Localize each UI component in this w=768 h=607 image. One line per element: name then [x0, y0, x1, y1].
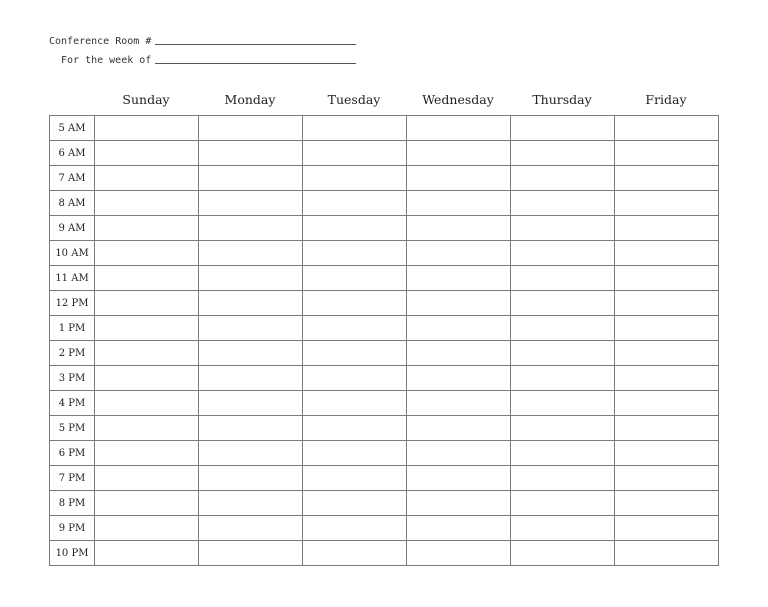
time-row	[50, 266, 719, 291]
schedule-cell-thursday[interactable]	[511, 166, 615, 191]
schedule-cell-friday[interactable]	[615, 191, 719, 216]
time-row	[50, 116, 719, 141]
schedule-cell-sunday[interactable]	[95, 166, 199, 191]
schedule-cell-sunday[interactable]	[95, 491, 199, 516]
day-header-monday: Monday	[224, 92, 276, 107]
schedule-cell-tuesday[interactable]	[303, 316, 407, 341]
schedule-cell-thursday[interactable]	[511, 466, 615, 491]
schedule-cell-sunday[interactable]	[95, 416, 199, 441]
schedule-cell-monday[interactable]	[199, 166, 303, 191]
schedule-cell-sunday[interactable]	[95, 466, 199, 491]
schedule-cell-monday[interactable]	[199, 316, 303, 341]
schedule-cell-thursday[interactable]	[511, 216, 615, 241]
schedule-cell-friday[interactable]	[615, 516, 719, 541]
schedule-cell-wednesday[interactable]	[407, 241, 511, 266]
schedule-cell-wednesday[interactable]	[407, 116, 511, 141]
schedule-cell-thursday[interactable]	[511, 116, 615, 141]
schedule-cell-monday[interactable]	[199, 491, 303, 516]
time-label: 10 AM	[50, 241, 95, 266]
schedule-cell-friday[interactable]	[615, 466, 719, 491]
schedule-cell-wednesday[interactable]	[407, 541, 511, 566]
time-row	[50, 216, 719, 241]
schedule-cell-monday[interactable]	[199, 466, 303, 491]
schedule-cell-monday[interactable]	[199, 191, 303, 216]
day-header-friday: Friday	[645, 92, 687, 107]
schedule-cell-friday[interactable]	[615, 366, 719, 391]
schedule-cell-sunday[interactable]	[95, 116, 199, 141]
schedule-cell-sunday[interactable]	[95, 366, 199, 391]
schedule-cell-wednesday[interactable]	[407, 341, 511, 366]
schedule-cell-monday[interactable]	[199, 266, 303, 291]
schedule-cell-friday[interactable]	[615, 391, 719, 416]
schedule-cell-wednesday[interactable]	[407, 366, 511, 391]
time-label: 9 PM	[50, 516, 95, 541]
schedule-cell-wednesday[interactable]	[407, 516, 511, 541]
schedule-cell-thursday[interactable]	[511, 241, 615, 266]
schedule-cell-tuesday[interactable]	[303, 391, 407, 416]
schedule-cell-thursday[interactable]	[511, 516, 615, 541]
week-of-blank-line[interactable]	[155, 63, 356, 64]
schedule-cell-tuesday[interactable]	[303, 116, 407, 141]
conference-room-field	[49, 36, 356, 47]
time-row	[50, 441, 719, 466]
schedule-cell-wednesday[interactable]	[407, 441, 511, 466]
schedule-cell-wednesday[interactable]	[407, 191, 511, 216]
day-header-wednesday: Wednesday	[422, 92, 494, 107]
schedule-cell-friday[interactable]	[615, 541, 719, 566]
schedule-cell-wednesday[interactable]	[407, 391, 511, 416]
schedule-cell-friday[interactable]	[615, 341, 719, 366]
schedule-cell-tuesday[interactable]	[303, 241, 407, 266]
schedule-cell-friday[interactable]	[615, 241, 719, 266]
time-label: 8 PM	[50, 491, 95, 516]
schedule-cell-wednesday[interactable]	[407, 491, 511, 516]
schedule-cell-sunday[interactable]	[95, 191, 199, 216]
time-label: 3 PM	[50, 366, 95, 391]
schedule-cell-friday[interactable]	[615, 441, 719, 466]
time-row	[50, 241, 719, 266]
schedule-cell-tuesday[interactable]	[303, 216, 407, 241]
schedule-cell-sunday[interactable]	[95, 516, 199, 541]
schedule-cell-tuesday[interactable]	[303, 266, 407, 291]
schedule-cell-thursday[interactable]	[511, 141, 615, 166]
time-label: 11 AM	[50, 266, 95, 291]
schedule-cell-monday[interactable]	[199, 366, 303, 391]
schedule-cell-wednesday[interactable]	[407, 266, 511, 291]
time-row	[50, 166, 719, 191]
schedule-cell-sunday[interactable]	[95, 266, 199, 291]
schedule-cell-friday[interactable]	[615, 166, 719, 191]
schedule-cell-monday[interactable]	[199, 216, 303, 241]
time-label: 1 PM	[50, 316, 95, 341]
schedule-cell-sunday[interactable]	[95, 291, 199, 316]
day-header-sunday: Sunday	[122, 92, 170, 107]
schedule-cell-thursday[interactable]	[511, 541, 615, 566]
schedule-cell-wednesday[interactable]	[407, 316, 511, 341]
schedule-cell-monday[interactable]	[199, 116, 303, 141]
conference-room-blank-line[interactable]	[155, 44, 356, 45]
schedule-cell-friday[interactable]	[615, 291, 719, 316]
time-label: 12 PM	[50, 291, 95, 316]
day-header-tuesday: Tuesday	[327, 92, 381, 107]
schedule-cell-tuesday[interactable]	[303, 441, 407, 466]
schedule-cell-monday[interactable]	[199, 291, 303, 316]
schedule-cell-thursday[interactable]	[511, 191, 615, 216]
time-row	[50, 141, 719, 166]
time-row	[50, 416, 719, 441]
schedule-cell-friday[interactable]	[615, 266, 719, 291]
schedule-cell-tuesday[interactable]	[303, 291, 407, 316]
time-label: 10 PM	[50, 541, 95, 566]
time-row	[50, 366, 719, 391]
schedule-cell-thursday[interactable]	[511, 291, 615, 316]
schedule-cell-thursday[interactable]	[511, 266, 615, 291]
schedule-cell-sunday[interactable]	[95, 341, 199, 366]
day-header-thursday: Thursday	[532, 92, 592, 107]
schedule-cell-thursday[interactable]	[511, 391, 615, 416]
week-of-label: For the week of	[61, 55, 152, 66]
time-row	[50, 466, 719, 491]
time-row	[50, 316, 719, 341]
schedule-cell-wednesday[interactable]	[407, 416, 511, 441]
schedule-cell-sunday[interactable]	[95, 441, 199, 466]
time-row	[50, 391, 719, 416]
schedule-cell-monday[interactable]	[199, 541, 303, 566]
time-label: 4 PM	[50, 391, 95, 416]
time-label: 7 PM	[50, 466, 95, 491]
schedule-grid	[49, 115, 719, 566]
schedule-cell-friday[interactable]	[615, 491, 719, 516]
schedule-cell-tuesday[interactable]	[303, 366, 407, 391]
schedule-cell-wednesday[interactable]	[407, 166, 511, 191]
schedule-cell-monday[interactable]	[199, 416, 303, 441]
schedule-cell-tuesday[interactable]	[303, 341, 407, 366]
schedule-cell-wednesday[interactable]	[407, 216, 511, 241]
schedule-cell-wednesday[interactable]	[407, 466, 511, 491]
schedule-cell-thursday[interactable]	[511, 491, 615, 516]
time-label: 9 AM	[50, 216, 95, 241]
schedule-cell-sunday[interactable]	[95, 391, 199, 416]
schedule-cell-monday[interactable]	[199, 391, 303, 416]
schedule-cell-sunday[interactable]	[95, 241, 199, 266]
schedule-cell-tuesday[interactable]	[303, 166, 407, 191]
schedule-cell-thursday[interactable]	[511, 366, 615, 391]
schedule-cell-tuesday[interactable]	[303, 466, 407, 491]
time-row	[50, 541, 719, 566]
time-label: 2 PM	[50, 341, 95, 366]
time-row	[50, 341, 719, 366]
schedule-cell-sunday[interactable]	[95, 541, 199, 566]
schedule-cell-tuesday[interactable]	[303, 416, 407, 441]
schedule-cell-tuesday[interactable]	[303, 491, 407, 516]
schedule-cell-tuesday[interactable]	[303, 141, 407, 166]
time-row	[50, 291, 719, 316]
schedule-cell-thursday[interactable]	[511, 416, 615, 441]
schedule-cell-sunday[interactable]	[95, 216, 199, 241]
schedule-cell-monday[interactable]	[199, 241, 303, 266]
time-row	[50, 516, 719, 541]
schedule-cell-monday[interactable]	[199, 516, 303, 541]
time-label: 6 PM	[50, 441, 95, 466]
schedule-cell-friday[interactable]	[615, 316, 719, 341]
schedule-cell-sunday[interactable]	[95, 316, 199, 341]
time-label: 7 AM	[50, 166, 95, 191]
schedule-cell-wednesday[interactable]	[407, 141, 511, 166]
schedule-cell-sunday[interactable]	[95, 141, 199, 166]
time-label: 8 AM	[50, 191, 95, 216]
time-row	[50, 491, 719, 516]
time-row	[50, 191, 719, 216]
schedule-cell-tuesday[interactable]	[303, 541, 407, 566]
schedule-cell-monday[interactable]	[199, 141, 303, 166]
schedule-cell-friday[interactable]	[615, 216, 719, 241]
time-label: 6 AM	[50, 141, 95, 166]
schedule-cell-monday[interactable]	[199, 341, 303, 366]
time-label: 5 PM	[50, 416, 95, 441]
conference-room-label: Conference Room #	[49, 36, 152, 47]
day-header-row	[94, 92, 719, 112]
schedule-cell-thursday[interactable]	[511, 341, 615, 366]
schedule-cell-monday[interactable]	[199, 441, 303, 466]
schedule-cell-friday[interactable]	[615, 141, 719, 166]
schedule-cell-tuesday[interactable]	[303, 191, 407, 216]
schedule-cell-thursday[interactable]	[511, 441, 615, 466]
schedule-cell-friday[interactable]	[615, 416, 719, 441]
time-label: 5 AM	[50, 116, 95, 141]
schedule-cell-wednesday[interactable]	[407, 291, 511, 316]
week-of-field	[61, 55, 356, 66]
schedule-cell-friday[interactable]	[615, 116, 719, 141]
schedule-cell-tuesday[interactable]	[303, 516, 407, 541]
schedule-cell-thursday[interactable]	[511, 316, 615, 341]
